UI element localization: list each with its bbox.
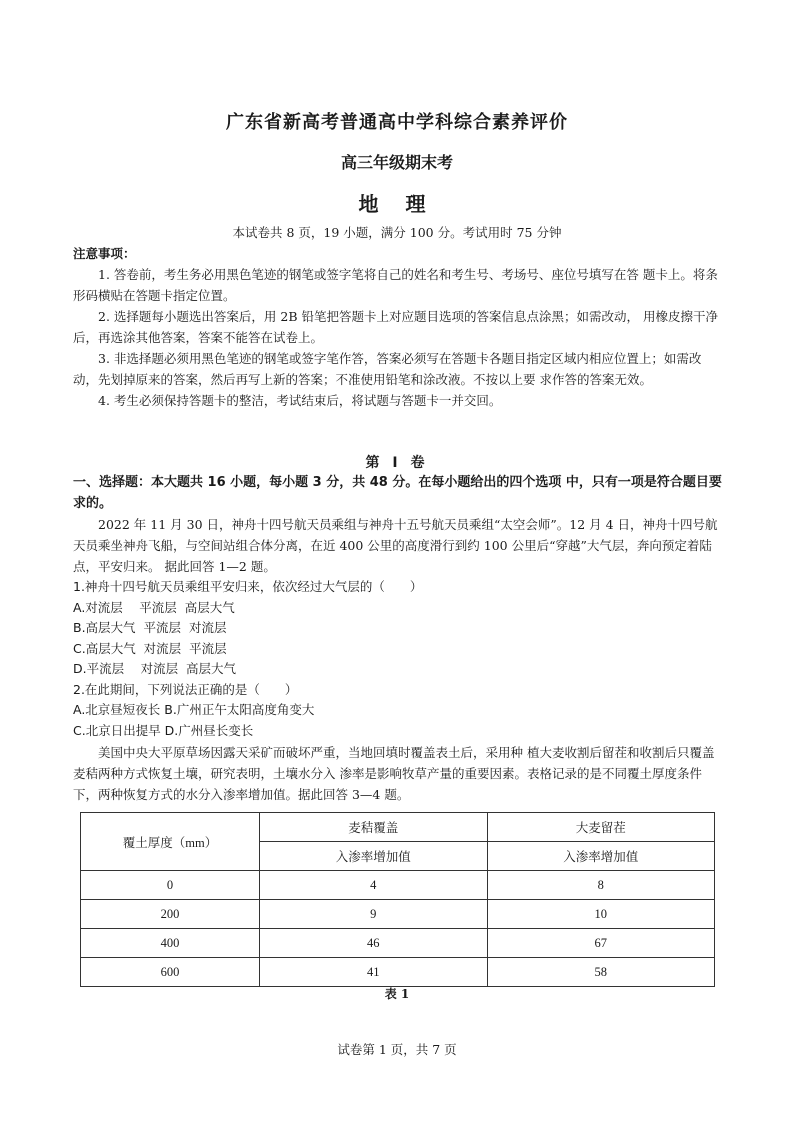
table-group-head-1: 麦秸覆盖 — [260, 813, 488, 842]
question-2-stem: 2.在此期间，下列说法正确的是（ ） — [73, 681, 298, 697]
table-sub-head-1: 入渗率增加值 — [260, 842, 488, 871]
notice-item: 2. 选择题每小题选出答案后，用 2B 铅笔把答题卡上对应题目选项的答案信息点涂黑；如需改动， 用橡皮擦干净后，再选涂其他答案，答案不能答在试卷上。 — [73, 309, 718, 345]
table-cell: 0 — [81, 871, 260, 900]
table-cell: 41 — [260, 958, 488, 987]
notice-item: 3. 非选择题必须用黑色笔迹的钢笔或签字笔作答，答案必须写在答题卡各题目指定区域内相应位置上；如需改动，先划掉原来的答案，然后再写上新的答案；不准使用铅笔和涂改液。不按以上要 求作答的答案无效。 — [73, 351, 702, 387]
table-group-head-2: 大麦留茬 — [487, 813, 715, 842]
question-1-option-a: A.对流层 平流层 高层大气 — [73, 599, 235, 615]
section-heading: 一、选择题：本大题共 16 小题，每小题 3 分，共 48 分。在每小题给出的四个选项 中，只有一项是符合题目要求的。 — [73, 475, 722, 511]
table-cell: 400 — [81, 929, 260, 958]
table-cell: 10 — [487, 900, 715, 929]
passage-2-text: 美国中央大平原草场因露天采矿而破坏严重，当地回填时覆盖表土后，采用种 植大麦收割后留茬和收割后只覆盖麦秸两种方式恢复土壤，研究表明，土壤水分入 渗率是影响牧草产量的重要因素。表格记录的是不同覆土厚度条件下，两种恢复方式的水分入渗率增加值。据此回答 3—4 题。 — [73, 745, 715, 802]
exam-info: 本试卷共 8 页，19 小题，满分 100 分。考试用时 75 分钟 — [232, 225, 562, 240]
question-2-option-ab: A.北京昼短夜长 B.广州正午太阳高度角变大 — [73, 702, 315, 717]
passage-1 — [73, 514, 721, 577]
page-footer: 试卷第 1 页，共 7 页 — [337, 1042, 457, 1057]
table-cell: 600 — [81, 958, 260, 987]
table-cell: 46 — [260, 929, 488, 958]
infiltration-table — [80, 812, 715, 987]
notice-list — [73, 264, 721, 411]
table-cell: 200 — [81, 900, 260, 929]
passage-1-text: 2022 年 11 月 30 日，神舟十四号航天员乘组与神舟十五号航天员乘组“太空会师”。12 月 4 日，神舟十四号航天员乘坐神舟飞船，与空间站组合体分离，在近 400 公里的高度滑行到约 100 公里后“穿越”大气层，奔向预定着陆点，平安归来。 据此回答 1—2 题。 — [73, 517, 718, 574]
table-col-head: 覆土厚度（mm） — [81, 813, 260, 871]
part-label: 第 I 卷 — [365, 455, 429, 471]
table-cell: 4 — [260, 871, 488, 900]
notice-heading: 注意事项： — [73, 246, 136, 261]
passage-2 — [73, 742, 721, 805]
question-1-stem: 1.神舟十四号航天员乘组平安归来，依次经过大气层的（ ） — [73, 579, 423, 594]
table-row — [81, 871, 715, 900]
question-block — [73, 577, 721, 741]
table-cell: 58 — [487, 958, 715, 987]
question-1-option-c: C.高层大气 对流层 平流层 — [73, 640, 227, 656]
notice-item: 1. 答卷前，考生务必用黑色笔迹的钢笔或签字笔将自己的姓名和考生号、考场号、座位号填写在答 题卡上。将条形码横贴在答题卡指定位置。 — [73, 267, 718, 303]
table-cell: 9 — [260, 900, 488, 929]
table-cell: 67 — [487, 929, 715, 958]
exam-title: 广东省新高考普通高中学科综合素养评价 — [226, 112, 568, 133]
question-1-option-d: D.平流层 对流层 高层大气 — [73, 661, 237, 676]
exam-subtitle: 高三年级期末考 — [340, 153, 453, 172]
table-caption: 表 1 — [384, 987, 410, 1001]
table-cell: 8 — [487, 871, 715, 900]
subject-title: 地 理 — [358, 192, 436, 216]
table-sub-head-2: 入渗率增加值 — [487, 842, 715, 871]
question-2-option-cd: C.北京日出提早 D.广州昼长变长 — [73, 722, 254, 738]
table-row — [81, 958, 715, 987]
question-1-option-b: B.高层大气 平流层 对流层 — [73, 620, 227, 635]
table-row — [81, 900, 715, 929]
notice-item: 4. 考生必须保持答题卡的整洁，考试结束后，将试题与答题卡一并交回。 — [98, 393, 502, 408]
table-row — [81, 929, 715, 958]
